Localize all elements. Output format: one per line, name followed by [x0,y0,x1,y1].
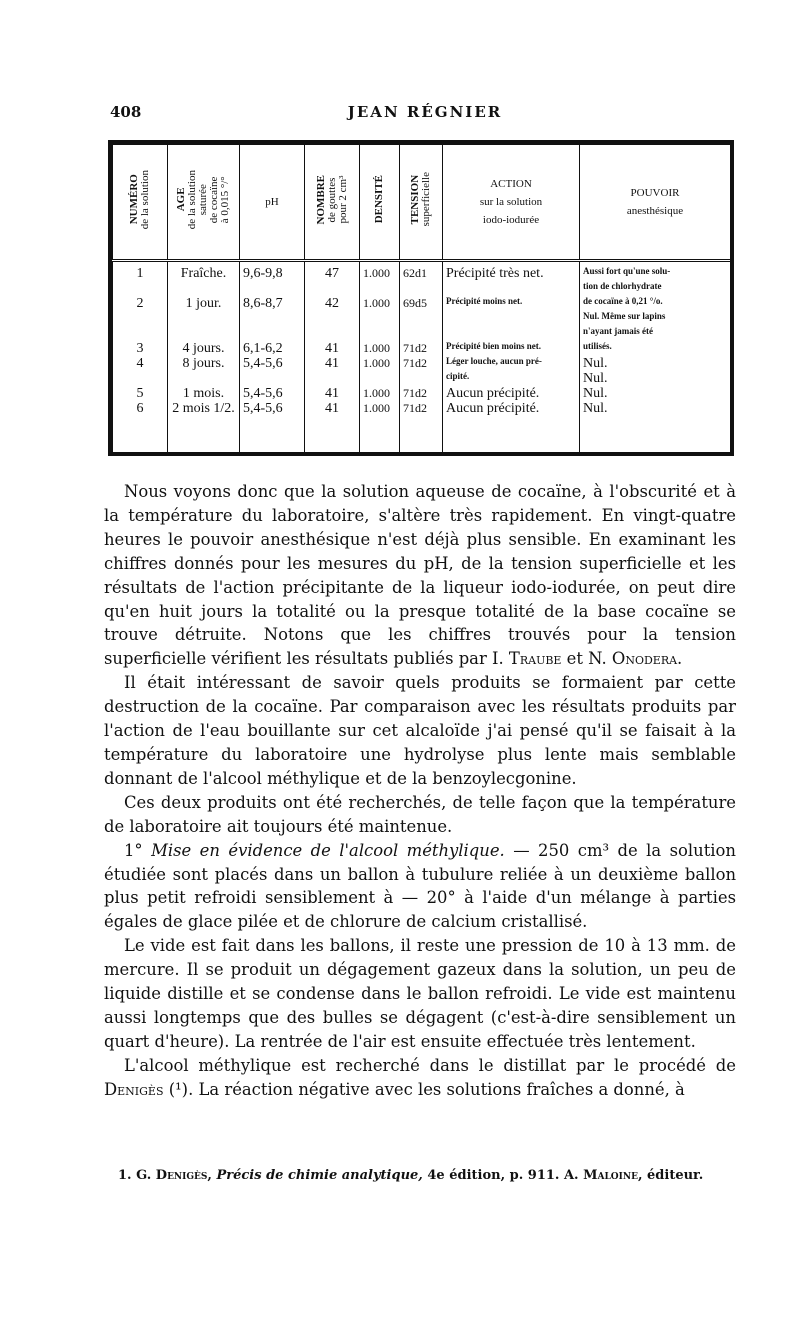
column-gouttes: 47 42 41 41 41 41 [305,261,360,453]
footnote: 1. G. Denigès, Précis de chimie analytique, 4e édition, p. 911. A. Maloine, éditeur. [118,1168,704,1183]
paragraph-5: Le vide est fait dans les ballons, il reste une pression de 10 à 13 mm. de mercure. Il se produit un dégagement gazeux dans la solution, un peu de liquide distille et se condense dans le ballon refroidi. Le vide est maintenu aussi longtemps que des bulles se dégagent (c'est-à-dire sensiblement un quart d'heure). La rentrée de l'air est ensuite effectuée très lentement. [104,936,736,1051]
page-header [110,103,740,127]
running-title: JEAN RÉGNIER [347,103,503,121]
header-tension: TENSION superficielle [400,145,443,261]
column-numero: 1 2 3 4 5 6 [113,261,168,453]
header-densite: DENSITÉ [360,145,400,261]
column-densite: 1.000 1.000 1.000 1.000 1.000 1.000 [360,261,400,453]
header-ph: pH [240,145,305,261]
paragraph-4: 1° Mise en évidence de l'alcool méthylique. — 250 cm³ de la solution étudiée sont placés dans un ballon à tubulure reliée à un deuxième ballon plus petit refroidi sensiblement à — 20° à l'aide d'un mélange à parties égales de glace pilée et de chlorure de calcium cristallisé. [104,840,736,932]
paragraph-6: L'alcool méthylique est recherché dans le distillat par le procédé de Denigès (¹). La réaction négative avec les solutions fraîches a donné, à [104,1055,736,1099]
header-age: AGE de la solution saturée de cocaïne à 0,015 °/° [168,145,240,261]
column-pouvoir: Aussi fort qu'une solu- tion de chlorhydrate de cocaïne à 0,21 °/o. Nul. Même sur lapins n'ayant jamais été utilisés. Nul. Nul. Nul. Nul. [580,261,731,453]
column-action: Précipité très net. Précipité moins net. Précipité bien moins net. Léger louche, aucun pré- cipité. Aucun précipité. Aucun précipité. [443,261,580,453]
body-text [104,480,736,1102]
header-pouvoir: POUVOIR anesthésique [580,145,731,261]
header-action: ACTION sur la solution iodo-iodurée [443,145,580,261]
results-table [108,140,734,456]
header-numero: NUMÉRO de la solution [113,145,168,261]
column-tension: 62d1 69d5 71d2 71d2 71d2 71d2 [400,261,443,453]
paragraph-2: Il était intéressant de savoir quels produits se formaient par cette destruction de la cocaïne. Par comparaison avec les résultats produits par l'action de l'eau bouillante sur cet alcaloïde j'ai pensé qu'il se faisait à la température du laboratoire une hydrolyse plus lente mais semblable donnant de l'alcool méthylique et de la benzoylecgonine. [104,673,736,788]
column-age: Fraîche. 1 jour. 4 jours. 8 jours. 1 mois. 2 mois 1/2. [168,261,240,453]
column-ph: 9,6-9,8 8,6-8,7 6,1-6,2 5,4-5,6 5,4-5,6 5,4-5,6 [240,261,305,453]
paragraph-1: Nous voyons donc que la solution aqueuse de cocaïne, à l'obscurité et à la température du laboratoire, s'altère très rapidement. En vingt-quatre heures le pouvoir anesthésique n'est déjà plus sensible. En examinant les chiffres donnés pour les mesures du pH, de la tension superficielle et les résultats de l'action précipitante de la liqueur iodo-iodurée, on peut dire qu'en huit jours la totalité ou la presque totalité de la base cocaïne se trouve détruite. Notons que les chiffres trouvés pour la tension superficielle vérifient les résultats publiés par I. Traube et N. Onodera. [104,482,736,669]
header-gouttes: NOMBRE de gouttes pour 2 cm³ [305,145,360,261]
paragraph-3: Ces deux produits ont été recherchés, de telle façon que la température de laboratoire ait toujours été maintenue. [104,792,736,836]
page-number: 408 [110,103,142,121]
